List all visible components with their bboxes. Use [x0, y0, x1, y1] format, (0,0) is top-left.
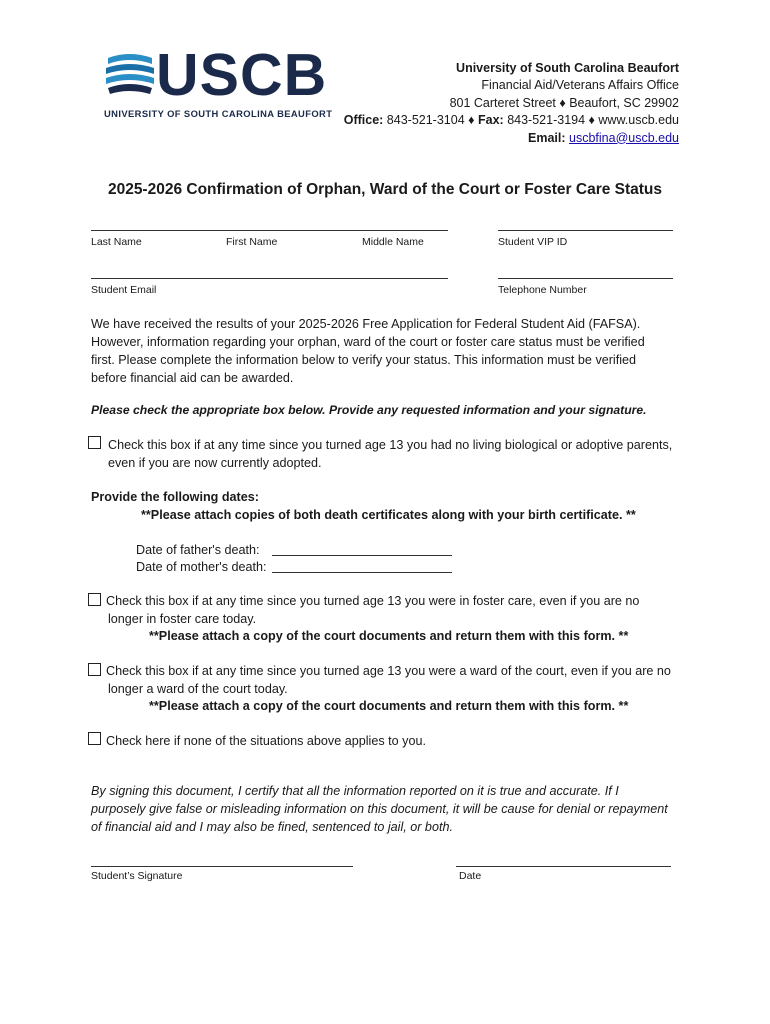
intro-line: However, information regarding your orphan, ward of the court or foster care status must be verified	[91, 335, 645, 349]
mother-death-date-field[interactable]	[272, 572, 452, 573]
signature-label: Student’s Signature	[91, 870, 183, 882]
contact-line	[344, 112, 679, 129]
email-label: Email:	[528, 130, 566, 145]
option-line: even if you are now currently adopted.	[108, 456, 322, 470]
email-field-line[interactable]	[91, 278, 448, 279]
intro-paragraph	[91, 315, 681, 387]
student-vip-id-label: Student VIP ID	[498, 236, 568, 248]
orphan-option-text	[108, 436, 708, 472]
website: ♦ www.uscb.edu	[588, 113, 679, 128]
death-certificate-note: **Please attach copies of both death certificates along with your birth certificate. **	[141, 508, 636, 522]
telephone-field-line[interactable]	[498, 278, 673, 279]
intro-line: first. Please complete the information below to verify your status. This information must be verified	[91, 353, 637, 367]
ward-of-court-checkbox[interactable]	[88, 663, 101, 676]
office-label: Office:	[343, 113, 384, 128]
page-title: 2025-2026 Confirmation of Orphan, Ward of the Court or Foster Care Status	[107, 181, 663, 198]
option-line: Check this box if at any time since you turned age 13 you were in foster care, even if you are no	[106, 594, 640, 608]
intro-line: We have received the results of your 2025-2026 Free Application for Federal Student Aid (FAFSA).	[91, 317, 641, 331]
none-applies-text: Check here if none of the situations above applies to you.	[106, 734, 426, 748]
fax-phone: 843-521-3194	[507, 113, 586, 128]
none-applies-checkbox[interactable]	[88, 732, 101, 745]
first-name-label: First Name	[226, 236, 278, 248]
email-link[interactable]: uscbfina@uscb.edu	[569, 130, 679, 145]
fax-label: Fax:	[478, 113, 504, 128]
father-death-date-field[interactable]	[272, 555, 452, 556]
office-address-block	[344, 60, 679, 147]
father-death-label: Date of father's death:	[136, 543, 260, 557]
orphan-checkbox[interactable]	[88, 436, 101, 449]
instruction-text: Please check the appropriate box below. Provide any requested information and your signature.	[91, 403, 647, 417]
university-name: University of South Carolina Beaufort	[456, 61, 679, 75]
certification-paragraph	[91, 782, 681, 836]
wave-emblem-icon	[104, 50, 156, 100]
option-line: Check this box if at any time since you turned age 13 you had no living biological or adoptive parents,	[108, 438, 673, 452]
telephone-label: Telephone Number	[498, 284, 587, 296]
vip-id-line[interactable]	[498, 230, 673, 231]
student-email-label: Student Email	[91, 284, 157, 296]
certification-line: of financial aid and I may also be fined, sentenced to jail, or both.	[91, 820, 453, 834]
foster-care-option-text	[106, 592, 706, 628]
uscb-logo	[104, 42, 333, 124]
logo-subtitle: UNIVERSITY OF SOUTH CAROLINA BEAUFORT	[104, 108, 333, 119]
logo-wordmark: USCB	[156, 42, 328, 108]
mother-death-label: Date of mother's death:	[136, 560, 267, 574]
date-label: Date	[459, 870, 482, 882]
certification-line: purposely give false or misleading information on this document, it will be cause for denial or repayment	[91, 802, 668, 816]
signature-field[interactable]	[91, 866, 353, 867]
email-line	[344, 130, 679, 147]
option-line: longer a ward of the court today.	[108, 682, 288, 696]
separator: ♦	[468, 113, 475, 128]
dates-heading: Provide the following dates:	[91, 490, 259, 504]
foster-care-checkbox[interactable]	[88, 593, 101, 606]
option-line: longer in foster care today.	[108, 612, 257, 626]
street-address: 801 Carteret Street ♦ Beaufort, SC 29902	[449, 95, 679, 110]
intro-line: before financial aid can be awarded.	[91, 371, 294, 385]
middle-name-label: Middle Name	[362, 236, 424, 248]
date-field[interactable]	[456, 866, 671, 867]
name-line[interactable]	[91, 230, 448, 231]
ward-of-court-note: **Please attach a copy of the court documents and return them with this form. **	[149, 699, 629, 713]
office-phone: 843-521-3104	[386, 113, 465, 128]
ward-of-court-option-text	[106, 662, 706, 698]
option-line: Check this box if at any time since you turned age 13 you were a ward of the court, even if you are no	[106, 664, 671, 678]
foster-care-note: **Please attach a copy of the court documents and return them with this form. **	[149, 629, 629, 643]
last-name-label: Last Name	[91, 236, 142, 248]
office-name: Financial Aid/Veterans Affairs Office	[481, 78, 679, 93]
certification-line: By signing this document, I certify that all the information reported on it is true and accurate. If I	[91, 784, 619, 798]
